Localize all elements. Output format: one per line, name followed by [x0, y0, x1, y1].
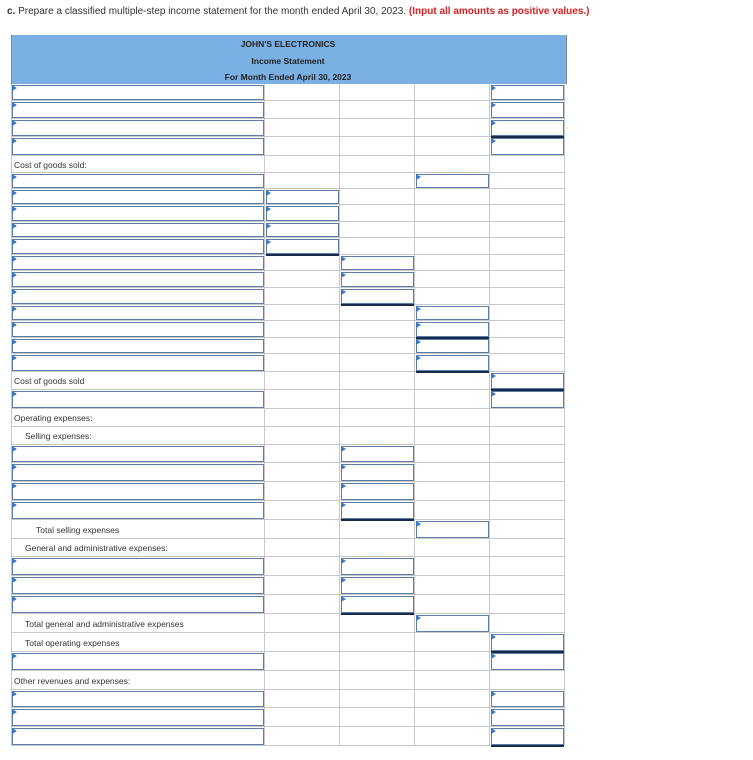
amount-input[interactable] — [341, 483, 414, 500]
account-description-dropdown[interactable] — [12, 174, 264, 188]
dropdown-arrow-icon — [416, 615, 421, 621]
table-cell — [265, 173, 340, 189]
amount-input[interactable] — [491, 85, 564, 100]
table-cell — [340, 189, 415, 205]
table-cell — [415, 84, 490, 101]
dropdown-arrow-icon — [12, 355, 17, 361]
dropdown-arrow-icon — [341, 272, 346, 278]
amount-input[interactable] — [341, 272, 414, 287]
amount-input[interactable] — [491, 373, 564, 389]
amount-input[interactable] — [491, 102, 564, 118]
dropdown-arrow-icon — [416, 322, 421, 328]
table-cell — [340, 156, 415, 173]
table-cell — [490, 354, 565, 372]
dropdown-arrow-icon — [491, 102, 496, 108]
amount-input[interactable] — [416, 174, 489, 188]
table-cell — [265, 101, 340, 119]
dropdown-arrow-icon — [416, 521, 421, 527]
dropdown-arrow-icon — [341, 502, 346, 508]
table-cell — [265, 372, 340, 390]
dropdown-arrow-icon — [12, 239, 17, 245]
table-cell — [340, 427, 415, 445]
table-cell — [265, 84, 340, 101]
amount-input[interactable] — [491, 391, 564, 408]
table-cell — [265, 576, 340, 595]
table-cell — [265, 614, 340, 633]
table-cell — [490, 205, 565, 222]
table-cell — [490, 288, 565, 305]
dropdown-arrow-icon — [12, 120, 17, 126]
dropdown-arrow-icon — [12, 223, 17, 229]
table-cell — [490, 520, 565, 539]
table-cell — [265, 520, 340, 539]
table-cell — [415, 288, 490, 305]
amount-input[interactable] — [491, 634, 564, 651]
table-cell — [265, 595, 340, 614]
table-cell — [490, 576, 565, 595]
amount-input[interactable] — [341, 558, 414, 575]
table-cell — [340, 372, 415, 390]
table-cell — [415, 708, 490, 727]
table-cell — [340, 321, 415, 338]
dropdown-arrow-icon — [341, 446, 346, 452]
dropdown-arrow-icon — [341, 558, 346, 564]
table-cell — [265, 390, 340, 409]
part-label: c. — [7, 6, 16, 17]
table-cell — [340, 520, 415, 539]
table-cell — [265, 288, 340, 305]
table-cell — [415, 271, 490, 288]
table-cell — [490, 222, 565, 238]
table-cell — [265, 427, 340, 445]
table-cell — [415, 222, 490, 238]
amount-input[interactable] — [416, 339, 489, 353]
table-cell — [265, 354, 340, 372]
dropdown-arrow-icon — [12, 339, 17, 345]
table-cell — [340, 137, 415, 156]
account-description-dropdown[interactable] — [12, 728, 264, 745]
table-cell — [490, 427, 565, 445]
table-cell — [265, 501, 340, 520]
table-cell — [340, 390, 415, 409]
amount-input[interactable] — [491, 138, 564, 155]
amount-input[interactable] — [491, 709, 564, 726]
table-cell — [265, 727, 340, 746]
amount-input[interactable] — [416, 615, 489, 632]
table-cell — [265, 539, 340, 557]
table-cell — [415, 482, 490, 501]
table-cell — [340, 101, 415, 119]
table-cell — [415, 576, 490, 595]
account-description-dropdown[interactable] — [12, 596, 264, 613]
amount-input[interactable] — [266, 190, 339, 204]
row-label: Total operating expenses — [25, 638, 120, 648]
table-cell — [265, 156, 340, 173]
row-label: Other revenues and expenses: — [14, 676, 131, 686]
dropdown-arrow-icon — [341, 289, 346, 295]
amount-input[interactable] — [341, 464, 414, 481]
table-cell — [340, 305, 415, 321]
amount-input[interactable] — [266, 206, 339, 221]
table-cell — [415, 119, 490, 137]
table-cell — [265, 482, 340, 501]
dropdown-arrow-icon — [12, 577, 17, 583]
dropdown-arrow-icon — [491, 728, 496, 734]
table-cell — [265, 137, 340, 156]
dropdown-arrow-icon — [12, 102, 17, 108]
table-cell — [490, 539, 565, 557]
table-cell — [265, 652, 340, 671]
table-cell — [490, 156, 565, 173]
account-description-dropdown[interactable] — [12, 558, 264, 575]
table-cell — [415, 255, 490, 271]
table-cell — [340, 727, 415, 746]
dropdown-arrow-icon — [491, 634, 496, 640]
table-cell — [340, 173, 415, 189]
table-cell — [415, 189, 490, 205]
amount-input[interactable] — [341, 289, 414, 304]
table-cell — [490, 595, 565, 614]
dropdown-arrow-icon — [491, 138, 496, 144]
account-description-dropdown[interactable] — [12, 339, 264, 353]
account-description-dropdown[interactable] — [12, 206, 264, 221]
dropdown-arrow-icon — [491, 373, 496, 379]
table-cell — [340, 238, 415, 255]
table-cell — [490, 321, 565, 338]
table-cell — [415, 238, 490, 255]
table-cell — [415, 690, 490, 708]
account-description-dropdown[interactable] — [12, 190, 264, 204]
account-description-dropdown[interactable] — [12, 355, 264, 371]
account-description-dropdown[interactable] — [12, 391, 264, 408]
dropdown-arrow-icon — [12, 691, 17, 697]
amount-input[interactable] — [491, 691, 564, 707]
account-description-dropdown[interactable] — [12, 653, 264, 670]
table-cell — [490, 482, 565, 501]
table-cell — [265, 690, 340, 708]
table-cell — [490, 255, 565, 271]
dropdown-arrow-icon — [341, 596, 346, 602]
dropdown-arrow-icon — [12, 306, 17, 312]
table-cell — [265, 671, 340, 690]
dropdown-arrow-icon — [12, 174, 17, 180]
table-cell — [415, 539, 490, 557]
amount-input[interactable] — [491, 653, 564, 670]
dropdown-arrow-icon — [266, 239, 271, 245]
table-cell — [490, 445, 565, 463]
amount-input[interactable] — [266, 239, 339, 254]
dropdown-arrow-icon — [266, 206, 271, 212]
account-description-dropdown[interactable] — [12, 138, 264, 155]
dropdown-arrow-icon — [341, 483, 346, 489]
dropdown-arrow-icon — [266, 223, 271, 229]
table-cell — [265, 321, 340, 338]
table-cell — [490, 409, 565, 427]
dropdown-arrow-icon — [12, 709, 17, 715]
amount-input[interactable] — [341, 502, 414, 519]
table-cell — [340, 84, 415, 101]
table-cell — [415, 390, 490, 409]
total-underline — [491, 745, 564, 747]
table-cell — [415, 652, 490, 671]
dropdown-arrow-icon — [491, 653, 496, 659]
dropdown-arrow-icon — [12, 464, 17, 470]
dropdown-arrow-icon — [12, 322, 17, 328]
table-cell — [340, 671, 415, 690]
dropdown-arrow-icon — [491, 691, 496, 697]
dropdown-arrow-icon — [416, 306, 421, 312]
company-name: JOHN'S ELECTRONICS — [240, 39, 336, 49]
table-cell — [265, 463, 340, 482]
account-description-dropdown[interactable] — [12, 85, 264, 100]
account-description-dropdown[interactable] — [12, 223, 264, 237]
table-cell — [340, 205, 415, 222]
amount-input[interactable] — [341, 596, 414, 613]
dropdown-arrow-icon — [491, 391, 496, 397]
table-cell — [490, 305, 565, 321]
account-description-dropdown[interactable] — [12, 464, 264, 481]
dropdown-arrow-icon — [12, 391, 17, 397]
table-cell — [415, 445, 490, 463]
table-cell — [265, 445, 340, 463]
table-cell — [490, 671, 565, 690]
dropdown-arrow-icon — [12, 728, 17, 734]
table-cell — [415, 633, 490, 652]
table-cell — [415, 557, 490, 576]
table-cell — [265, 338, 340, 354]
dropdown-arrow-icon — [491, 709, 496, 715]
amount-input[interactable] — [491, 120, 564, 136]
amount-input[interactable] — [266, 223, 339, 237]
dropdown-arrow-icon — [12, 483, 17, 489]
dropdown-arrow-icon — [12, 596, 17, 602]
row-label: Selling expenses: — [25, 431, 92, 441]
table-cell — [340, 652, 415, 671]
table-cell — [265, 305, 340, 321]
table-cell — [340, 614, 415, 633]
dropdown-arrow-icon — [12, 138, 17, 144]
account-description-dropdown[interactable] — [12, 256, 264, 270]
account-description-dropdown[interactable] — [12, 289, 264, 304]
dropdown-arrow-icon — [341, 464, 346, 470]
table-cell — [415, 595, 490, 614]
table-cell — [265, 708, 340, 727]
dropdown-arrow-icon — [12, 653, 17, 659]
dropdown-arrow-icon — [12, 190, 17, 196]
instructions-text: Prepare a classified multiple-step income statement for the month ended April 30, 2023. — [18, 6, 407, 17]
table-cell — [265, 271, 340, 288]
table-cell — [340, 708, 415, 727]
table-cell — [490, 557, 565, 576]
amount-input[interactable] — [416, 322, 489, 337]
statement-period: For Month Ended April 30, 2023 — [224, 72, 352, 82]
table-cell — [490, 173, 565, 189]
dropdown-arrow-icon — [12, 256, 17, 262]
table-cell — [490, 614, 565, 633]
dropdown-arrow-icon — [491, 85, 496, 91]
dropdown-arrow-icon — [12, 206, 17, 212]
table-cell — [490, 463, 565, 482]
table-cell — [265, 409, 340, 427]
account-description-dropdown[interactable] — [12, 322, 264, 337]
statement-title: Income Statement — [251, 56, 325, 66]
dropdown-arrow-icon — [12, 272, 17, 278]
table-cell — [340, 409, 415, 427]
account-description-dropdown[interactable] — [12, 120, 264, 136]
table-cell — [490, 189, 565, 205]
account-description-dropdown[interactable] — [12, 502, 264, 519]
table-cell — [340, 690, 415, 708]
amount-input[interactable] — [341, 577, 414, 594]
table-cell — [415, 427, 490, 445]
account-description-dropdown[interactable] — [12, 102, 264, 118]
account-description-dropdown[interactable] — [12, 239, 264, 254]
account-description-dropdown[interactable] — [12, 483, 264, 500]
account-description-dropdown[interactable] — [12, 272, 264, 287]
dropdown-arrow-icon — [12, 558, 17, 564]
account-description-dropdown[interactable] — [12, 709, 264, 726]
table-cell — [415, 372, 490, 390]
table-cell — [340, 222, 415, 238]
amount-input[interactable] — [416, 306, 489, 320]
table-cell — [265, 557, 340, 576]
dropdown-arrow-icon — [12, 289, 17, 295]
table-cell — [340, 119, 415, 137]
row-label: General and administrative expenses: — [25, 543, 168, 553]
row-label: Operating expenses: — [14, 413, 93, 423]
table-cell — [265, 255, 340, 271]
table-cell — [340, 354, 415, 372]
table-cell — [340, 338, 415, 354]
instructions-note: (Input all amounts as positive values.) — [408, 6, 590, 17]
table-cell — [340, 633, 415, 652]
dropdown-arrow-icon — [12, 446, 17, 452]
dropdown-arrow-icon — [341, 577, 346, 583]
table-cell — [490, 338, 565, 354]
table-cell — [415, 671, 490, 690]
dropdown-arrow-icon — [416, 339, 421, 345]
amount-input[interactable] — [341, 446, 414, 462]
amount-input[interactable] — [491, 728, 564, 745]
row-label: Total selling expenses — [36, 525, 120, 535]
amount-input[interactable] — [416, 355, 489, 371]
dropdown-arrow-icon — [416, 174, 421, 180]
account-description-dropdown[interactable] — [12, 446, 264, 462]
table-cell — [415, 156, 490, 173]
table-cell — [415, 727, 490, 746]
table-cell — [490, 501, 565, 520]
account-description-dropdown[interactable] — [12, 691, 264, 707]
dropdown-arrow-icon — [12, 502, 17, 508]
table-cell — [415, 501, 490, 520]
row-label: Total general and administrative expenses — [25, 619, 184, 629]
account-description-dropdown[interactable] — [12, 577, 264, 594]
table-cell — [265, 633, 340, 652]
table-cell — [265, 119, 340, 137]
amount-input[interactable] — [416, 521, 489, 538]
table-cell — [490, 238, 565, 255]
amount-input[interactable] — [341, 256, 414, 270]
dropdown-arrow-icon — [491, 120, 496, 126]
row-label: Cost of goods sold — [14, 376, 85, 386]
table-cell — [415, 463, 490, 482]
dropdown-arrow-icon — [416, 355, 421, 361]
table-cell — [415, 205, 490, 222]
table-cell — [340, 539, 415, 557]
account-description-dropdown[interactable] — [12, 306, 264, 320]
dropdown-arrow-icon — [266, 190, 271, 196]
dropdown-arrow-icon — [12, 85, 17, 91]
dropdown-arrow-icon — [341, 256, 346, 262]
table-cell — [415, 409, 490, 427]
table-cell — [490, 271, 565, 288]
table-cell — [415, 101, 490, 119]
row-label: Cost of goods sold: — [14, 160, 87, 170]
table-cell — [415, 137, 490, 156]
